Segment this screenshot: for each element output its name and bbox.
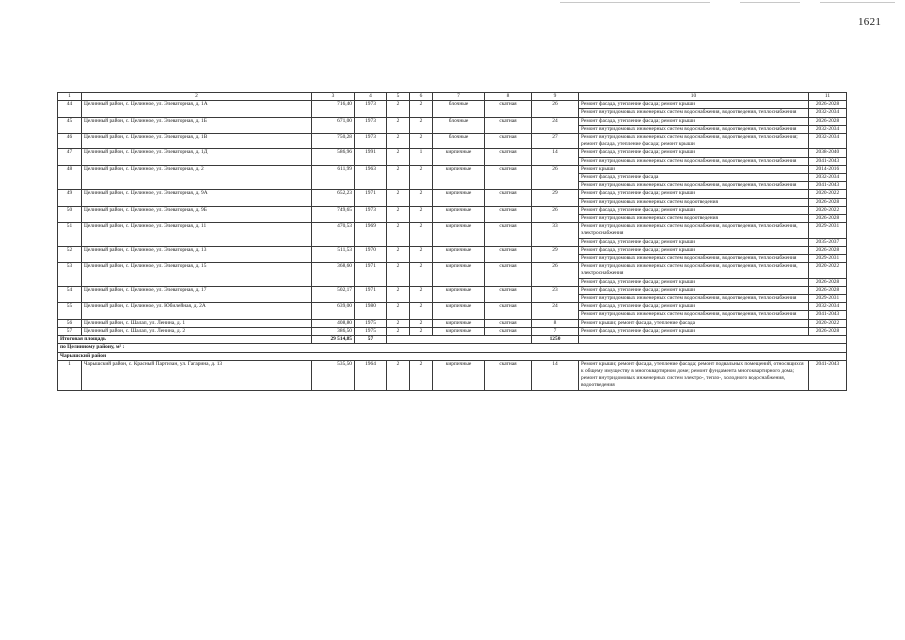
row-work-period: 2032-2034 (809, 125, 847, 133)
column-number: 5 (387, 93, 410, 101)
row-year: 1971 (355, 286, 387, 302)
row-work-period: 2014-2016 (809, 165, 847, 173)
row-residents: 33 (532, 223, 579, 247)
row-wall-material: блочные (433, 101, 485, 117)
row-roof-type: скатная (485, 327, 532, 335)
row-work-description: Ремонт внутридомовых инженерных систем водоснабжения, водоотведения, теплоснабжения, электроснабжения (579, 263, 809, 278)
row-work-period: 2026-2028 (809, 327, 847, 335)
row-address: Чарышский район, с. Красный Партизан, ул. Гагарина, д. 13 (82, 360, 312, 390)
table-row (58, 263, 847, 278)
row-roof-type: скатная (485, 286, 532, 302)
table-row (58, 246, 847, 254)
row-floors: 2 (387, 246, 410, 262)
column-number: 6 (410, 93, 433, 101)
total-spacer (579, 336, 847, 344)
row-area: 750,28 (312, 134, 355, 149)
row-residents: 26 (532, 206, 579, 222)
row-address: Целинный район, с. Целинное, ул. Элеваторная, д. 15 (82, 263, 312, 287)
row-residents: 29 (532, 246, 579, 262)
table-row (58, 319, 847, 327)
row-roof-type: скатная (485, 149, 532, 165)
table-row (58, 360, 847, 390)
row-floors: 2 (387, 303, 410, 319)
row-entrances: 2 (410, 190, 433, 206)
row-wall-material: блочные (433, 117, 485, 133)
row-number: 50 (58, 206, 82, 222)
row-entrances: 2 (410, 286, 433, 302)
column-number: 3 (312, 93, 355, 101)
row-entrances: 2 (410, 223, 433, 247)
row-roof-type: скатная (485, 206, 532, 222)
row-area: 639,00 (312, 303, 355, 319)
row-work-period: 2020-2022 (809, 190, 847, 198)
row-floors: 2 (387, 117, 410, 133)
row-floors: 2 (387, 327, 410, 335)
row-work-period: 2020-2022 (809, 319, 847, 327)
row-work-description: Ремонт фасада, утепление фасада; ремонт крыши (579, 101, 809, 109)
row-number: 51 (58, 223, 82, 247)
row-address: Целинный район, с. Шалап, ул. Ленина, д. 2 (82, 327, 312, 335)
row-roof-type: скатная (485, 246, 532, 262)
row-address: Целинный район, с. Шалап, ул. Ленина, д. 1 (82, 319, 312, 327)
row-wall-material: кирпичные (433, 327, 485, 335)
row-year: 1980 (355, 303, 387, 319)
row-work-period: 2035-2037 (809, 238, 847, 246)
row-floors: 2 (387, 134, 410, 149)
column-number: 1 (58, 93, 82, 101)
table-row (58, 165, 847, 173)
row-work-period: 2041-2043 (809, 311, 847, 319)
total-label-line2: по Целинному району, м² : (58, 344, 847, 352)
row-work-description: Ремонт фасада, утепление фасада; ремонт крыши (579, 303, 809, 311)
column-number: 9 (532, 93, 579, 101)
row-work-description: Ремонт внутридомовых инженерных систем водоснабжения, водоотведения, теплоснабжения (579, 125, 809, 133)
row-area: 386,50 (312, 327, 355, 335)
column-number-row (58, 93, 847, 101)
row-floors: 2 (387, 165, 410, 190)
row-number: 46 (58, 134, 82, 149)
total-spacer (387, 336, 532, 344)
row-number: 47 (58, 149, 82, 165)
row-roof-type: скатная (485, 117, 532, 133)
row-roof-type: скатная (485, 263, 532, 287)
row-entrances: 2 (410, 263, 433, 287)
row-roof-type: скатная (485, 303, 532, 319)
row-year: 1970 (355, 246, 387, 262)
row-floors: 2 (387, 206, 410, 222)
table-row (58, 327, 847, 335)
row-floors: 2 (387, 263, 410, 287)
row-number: 57 (58, 327, 82, 335)
row-work-description: Ремонт фасада, утепление фасада; ремонт крыши (579, 286, 809, 294)
row-roof-type: скатная (485, 134, 532, 149)
row-work-description: Ремонт внутридомовых инженерных систем водоснабжения, водоотведения, теплоснабжения (579, 157, 809, 165)
total-area: 29 514,85 (312, 336, 355, 344)
row-address: Целинный район, с. Целинное, ул. Элеваторная, д. 17 (82, 286, 312, 302)
row-floors: 2 (387, 360, 410, 390)
row-area: 671,00 (312, 117, 355, 133)
row-entrances: 2 (410, 327, 433, 335)
row-work-period: 2026-2028 (809, 286, 847, 294)
housing-register-table (57, 92, 847, 391)
row-address: Целинный район, с. Целинное, ул. Юбилейная, д. 2А (82, 303, 312, 319)
row-entrances: 1 (410, 149, 433, 165)
row-work-period: 2026-2028 (809, 117, 847, 125)
row-residents: 14 (532, 360, 579, 390)
row-roof-type: скатная (485, 319, 532, 327)
row-entrances: 2 (410, 117, 433, 133)
row-work-period: 2032-2034 (809, 174, 847, 182)
row-roof-type: скатная (485, 165, 532, 190)
row-roof-type: скатная (485, 101, 532, 117)
row-year: 1971 (355, 190, 387, 206)
row-roof-type: скатная (485, 190, 532, 206)
row-address: Целинный район, с. Целинное, ул. Элеваторная, д. 9Б (82, 206, 312, 222)
row-number: 54 (58, 286, 82, 302)
row-address: Целинный район, с. Целинное, ул. Элеваторная, д. 13 (82, 246, 312, 262)
row-entrances: 2 (410, 206, 433, 222)
row-year: 1963 (355, 165, 387, 190)
row-work-description: Ремонт внутридомовых инженерных систем водоотведения (579, 215, 809, 223)
row-wall-material: кирпичные (433, 165, 485, 190)
row-year: 1975 (355, 327, 387, 335)
row-wall-material: кирпичные (433, 190, 485, 206)
row-work-period: 2038-2040 (809, 149, 847, 157)
row-wall-material: кирпичные (433, 319, 485, 327)
row-number: 56 (58, 319, 82, 327)
row-work-period: 2032-2034 (809, 303, 847, 311)
row-year: 1973 (355, 206, 387, 222)
row-work-description: Ремонт внутридомовых инженерных систем водоснабжения, водоотведения, теплоснабжения (579, 255, 809, 263)
row-wall-material: кирпичные (433, 246, 485, 262)
total-count: 57 (355, 336, 387, 344)
row-work-period: 2032-2034 (809, 109, 847, 117)
table-row (58, 286, 847, 294)
row-address: Целинный район, с. Целинное, ул. Элеваторная, д. 1Б (82, 117, 312, 133)
row-work-description: Ремонт фасада, утепление фасада; ремонт крыши (579, 238, 809, 246)
row-work-description: Ремонт внутридомовых инженерных систем водоснабжения, водоотведения, теплоснабжения (579, 295, 809, 303)
row-work-description: Ремонт фасада, утепление фасада; ремонт крыши (579, 246, 809, 254)
table-row (58, 134, 847, 149)
row-address: Целинный район, с. Целинное, ул. Элеваторная, д. 9А (82, 190, 312, 206)
row-work-description: Ремонт внутридомовых инженерных систем водоснабжения, водоотведения, теплоснабжения (579, 182, 809, 190)
row-wall-material: кирпичные (433, 303, 485, 319)
row-residents: 26 (532, 165, 579, 190)
row-work-period: 2026-2028 (809, 198, 847, 206)
table-row (58, 303, 847, 311)
total-row-second-line (58, 344, 847, 352)
row-residents: 24 (532, 117, 579, 133)
row-residents: 26 (532, 101, 579, 117)
row-area: 652,23 (312, 190, 355, 206)
row-area: 511,53 (312, 246, 355, 262)
row-work-period: 2020-2022 (809, 206, 847, 214)
row-work-description: Ремонт фасада, утепление фасада; ремонт крыши (579, 206, 809, 214)
row-entrances: 2 (410, 101, 433, 117)
table-row (58, 101, 847, 109)
row-number: 55 (58, 303, 82, 319)
row-year: 1969 (355, 223, 387, 247)
row-work-period: 2026-2028 (809, 101, 847, 109)
row-residents: 14 (532, 149, 579, 165)
total-residents: 1250 (532, 336, 579, 344)
row-residents: 26 (532, 263, 579, 287)
row-year: 1991 (355, 149, 387, 165)
total-row (58, 336, 847, 344)
row-roof-type: скатная (485, 223, 532, 247)
row-work-description: Ремонт фасада, утепление фасада; ремонт крыши (579, 149, 809, 157)
total-label: Итоговая площадь (58, 336, 312, 344)
row-number: 49 (58, 190, 82, 206)
row-work-description: Ремонт внутридомовых инженерных систем водоснабжения, водоотведения, теплоснабжения (579, 311, 809, 319)
row-year: 1973 (355, 134, 387, 149)
row-number: 1 (58, 360, 82, 390)
row-year: 1964 (355, 360, 387, 390)
row-floors: 2 (387, 286, 410, 302)
row-address: Целинный район, с. Целинное, ул. Элеваторная, д. 1А (82, 101, 312, 117)
row-work-description: Ремонт фасада, утепление фасада; ремонт крыши (579, 278, 809, 286)
row-work-description: Ремонт внутридомовых инженерных систем водоснабжения, водоотведения, теплоснабжения; ремонт фасада, утепление фасада; ремонт крыши (579, 134, 809, 149)
row-entrances: 2 (410, 360, 433, 390)
row-work-period: 2041-2043 (809, 157, 847, 165)
row-roof-type: скатная (485, 360, 532, 390)
row-area: 368,60 (312, 263, 355, 287)
row-work-period: 2029-2031 (809, 255, 847, 263)
column-number: 7 (433, 93, 485, 101)
section-title: Чарышский район (58, 352, 847, 360)
row-wall-material: кирпичные (433, 263, 485, 287)
row-residents: 8 (532, 319, 579, 327)
row-number: 45 (58, 117, 82, 133)
row-residents: 23 (532, 286, 579, 302)
row-entrances: 2 (410, 303, 433, 319)
row-wall-material: кирпичные (433, 360, 485, 390)
row-area: 408,80 (312, 319, 355, 327)
row-wall-material: блочные (433, 134, 485, 149)
row-work-description: Ремонт фасада, утепление фасада; ремонт крыши (579, 190, 809, 198)
column-number: 8 (485, 93, 532, 101)
row-number: 53 (58, 263, 82, 287)
row-wall-material: кирпичные (433, 149, 485, 165)
table-row (58, 149, 847, 157)
column-number: 2 (82, 93, 312, 101)
table-row (58, 206, 847, 214)
row-work-description: Ремонт фасада, утепление фасада; ремонт крыши (579, 117, 809, 125)
row-area: 749,65 (312, 206, 355, 222)
row-number: 48 (58, 165, 82, 190)
section-row (58, 352, 847, 360)
row-work-description: Ремонт крыши; ремонт фасада, утепление фасада; ремонт подвальных помещений, относящихся к общему имуществу в многоквартирном доме; ремонт фундамента многоквартирного дома; ремонт внутридомовых инженерных систем электро-, тепло-, холодного водоснабжения, водоотведения (579, 360, 809, 390)
page-number: 1621 (858, 16, 882, 28)
column-number: 4 (355, 93, 387, 101)
row-address: Целинный район, с. Целинное, ул. Элеваторная, д. 2 (82, 165, 312, 190)
row-work-period: 2020-2022 (809, 263, 847, 278)
row-work-period: 2026-2028 (809, 278, 847, 286)
row-area: 470,53 (312, 223, 355, 247)
row-wall-material: кирпичные (433, 286, 485, 302)
table-row (58, 223, 847, 238)
row-work-period: 2041-2043 (809, 182, 847, 190)
row-area: 586,96 (312, 149, 355, 165)
table-row (58, 190, 847, 198)
row-number: 44 (58, 101, 82, 117)
row-residents: 7 (532, 327, 579, 335)
row-year: 1973 (355, 101, 387, 117)
row-work-description: Ремонт внутридомовых инженерных систем водоснабжения, водоотведения, теплоснабжения (579, 109, 809, 117)
row-work-period: 2029-2031 (809, 295, 847, 303)
row-number: 52 (58, 246, 82, 262)
row-year: 1973 (355, 117, 387, 133)
table-row (58, 117, 847, 125)
row-work-description: Ремонт фасада, утепление фасада; ремонт крыши (579, 327, 809, 335)
column-number: 10 (579, 93, 809, 101)
row-address: Целинный район, с. Целинное, ул. Элеваторная, д. 1Д (82, 149, 312, 165)
row-work-period: 2032-2034 (809, 134, 847, 149)
row-work-description: Ремонт внутридомовых инженерных систем водоснабжения, водоотведения, теплоснабжения, электроснабжения (579, 223, 809, 238)
row-wall-material: кирпичные (433, 223, 485, 247)
row-floors: 2 (387, 101, 410, 117)
row-area: 611,99 (312, 165, 355, 190)
row-year: 1975 (355, 319, 387, 327)
row-work-period: 2041-2043 (809, 360, 847, 390)
row-wall-material: кирпичные (433, 206, 485, 222)
row-work-description: Ремонт фасада, утепление фасада (579, 174, 809, 182)
table-body (58, 93, 847, 391)
row-area: 535,50 (312, 360, 355, 390)
row-floors: 2 (387, 223, 410, 247)
row-work-description: Ремонт крыши (579, 165, 809, 173)
row-floors: 2 (387, 319, 410, 327)
row-entrances: 2 (410, 134, 433, 149)
row-entrances: 2 (410, 165, 433, 190)
column-number: 11 (809, 93, 847, 101)
row-work-period: 2026-2028 (809, 246, 847, 254)
row-floors: 2 (387, 149, 410, 165)
row-area: 716,40 (312, 101, 355, 117)
row-work-description: Ремонт крыши; ремонт фасада, утепление фасада (579, 319, 809, 327)
row-work-period: 2029-2031 (809, 223, 847, 238)
row-year: 1971 (355, 263, 387, 287)
row-residents: 27 (532, 134, 579, 149)
row-address: Целинный район, с. Целинное, ул. Элеваторная, д. 1В (82, 134, 312, 149)
row-entrances: 2 (410, 319, 433, 327)
row-address: Целинный район, с. Целинное, ул. Элеваторная, д. 11 (82, 223, 312, 247)
row-residents: 24 (532, 303, 579, 319)
row-work-period: 2026-2028 (809, 215, 847, 223)
row-work-description: Ремонт внутридомовых инженерных систем водоотведения (579, 198, 809, 206)
row-floors: 2 (387, 190, 410, 206)
row-residents: 29 (532, 190, 579, 206)
row-entrances: 2 (410, 246, 433, 262)
row-area: 502,17 (312, 286, 355, 302)
